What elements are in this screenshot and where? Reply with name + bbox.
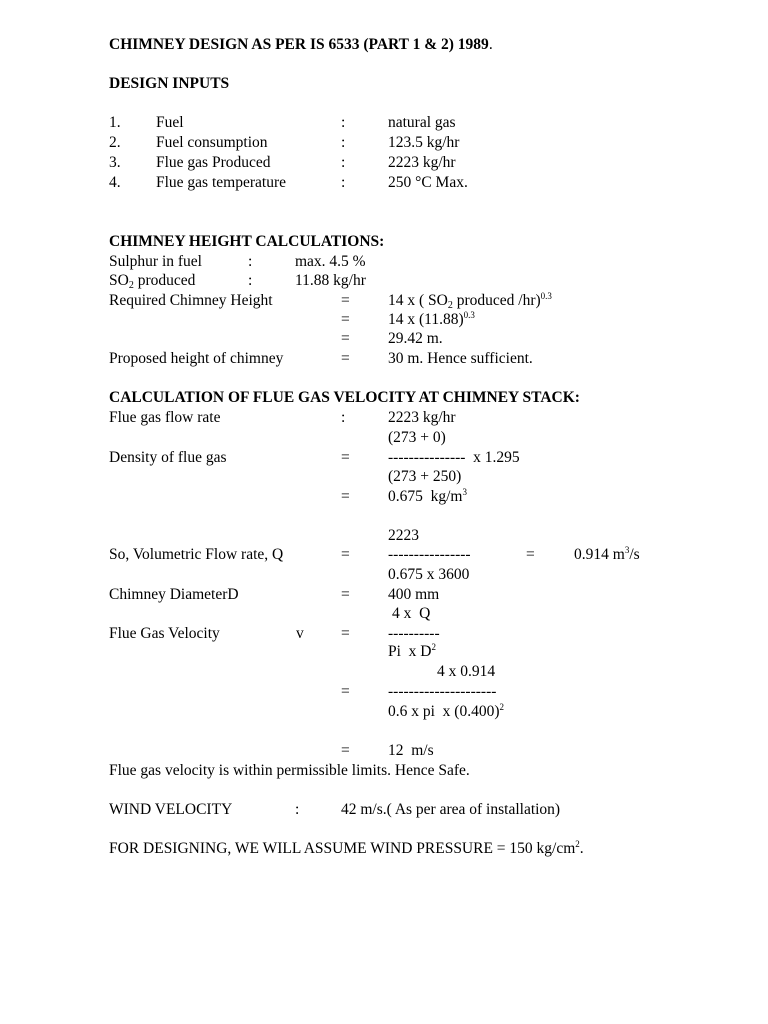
flow-rate-separator: : <box>341 409 346 426</box>
input-3-value: 2223 kg/hr <box>388 154 456 171</box>
volumetric-result-text: 0.914 m <box>574 546 625 563</box>
height-calc-heading: CHIMNEY HEIGHT CALCULATIONS: <box>109 233 385 250</box>
velocity2-denominator-exponent: 2 <box>499 702 505 712</box>
volumetric-result-unit: /s <box>629 546 640 563</box>
sulphur-separator: : <box>248 253 253 270</box>
volumetric-label: So, Volumetric Flow rate, Q <box>109 546 284 563</box>
wind-velocity-separator: : <box>295 801 300 818</box>
proposed-height-label: Proposed height of chimney <box>109 350 284 367</box>
volumetric-denominator: 0.675 x 3600 <box>388 566 470 583</box>
required-height-equals: = <box>341 292 350 309</box>
height-result: 29.42 m. <box>388 330 443 347</box>
velocity-calc-heading: CALCULATION OF FLUE GAS VELOCITY AT CHIMNEY STACK: <box>109 389 580 406</box>
title-period: . <box>488 36 493 53</box>
substitution-exponent: 0.3 <box>463 310 475 320</box>
substitution-equals: = <box>341 311 350 328</box>
volumetric-equals: = <box>341 546 350 563</box>
sulphur-value: max. 4.5 % <box>295 253 366 270</box>
input-3-label: Flue gas Produced <box>156 154 271 171</box>
velocity-label: Flue Gas Velocity <box>109 625 220 642</box>
so2-label-text: SO <box>109 272 129 289</box>
volumetric-result <box>574 545 640 566</box>
wind-pressure-period: . <box>579 840 584 857</box>
velocity-result-equals: = <box>341 742 350 759</box>
required-height-label: Required Chimney Height <box>109 292 273 309</box>
velocity2-denominator <box>388 702 504 723</box>
so2-label <box>109 271 195 293</box>
document-title <box>109 35 493 55</box>
substitution-text: 14 x (11.88) <box>388 311 464 328</box>
volumetric-result-exponent: 3 <box>624 545 630 555</box>
proposed-height-value: 30 m. Hence sufficient. <box>388 350 533 367</box>
sulphur-label: Sulphur in fuel <box>109 253 202 270</box>
wind-pressure-exponent: 2 <box>575 839 580 849</box>
input-1-separator: : <box>341 114 346 131</box>
volumetric-result-equals: = <box>526 546 535 563</box>
velocity2-equals: = <box>341 683 350 700</box>
flow-rate-value: 2223 kg/hr <box>388 409 456 426</box>
density-result-exponent: 3 <box>462 487 467 497</box>
wind-velocity-value: 42 m/s.( As per area of installation) <box>341 801 561 818</box>
density-result-text: 0.675 kg/m <box>388 488 463 505</box>
density-numerator: (273 + 0) <box>388 429 446 446</box>
velocity-denominator <box>388 642 436 663</box>
so2-value: 11.88 kg/hr <box>295 272 366 289</box>
velocity-fraction-bar: ---------- <box>388 625 440 642</box>
input-1-value: natural gas <box>388 114 456 131</box>
input-4-value: 250 °C Max. <box>388 174 468 191</box>
wind-velocity-label: WIND VELOCITY <box>109 801 233 818</box>
input-2-label: Fuel consumption <box>156 134 268 151</box>
formula-subscript: 2 <box>447 300 453 311</box>
input-2-number: 2. <box>109 134 121 151</box>
density-label: Density of flue gas <box>109 449 227 466</box>
density-equals: = <box>341 449 350 466</box>
volumetric-fraction-bar: ---------------- <box>388 546 471 563</box>
wind-pressure-text: FOR DESIGNING, WE WILL ASSUME WIND PRESSURE = 150 kg/cm <box>109 840 576 857</box>
title-text: CHIMNEY DESIGN AS PER IS 6533 (PART 1 & 2) 1989 <box>109 36 489 53</box>
volumetric-numerator: 2223 <box>388 527 419 544</box>
formula-suffix: produced /hr) <box>452 292 541 309</box>
input-3-number: 3. <box>109 154 121 171</box>
formula-text: 14 x ( SO <box>388 292 448 309</box>
flow-rate-label: Flue gas flow rate <box>109 409 221 426</box>
design-inputs-heading: DESIGN INPUTS <box>109 75 230 92</box>
velocity-result: 12 m/s <box>388 742 434 759</box>
formula-exponent: 0.3 <box>540 291 552 301</box>
input-4-separator: : <box>341 174 346 191</box>
input-1-number: 1. <box>109 114 121 131</box>
density-result <box>388 487 467 508</box>
velocity-symbol: v <box>296 625 304 642</box>
velocity2-numerator: 4 x 0.914 <box>437 663 496 680</box>
velocity-equals: = <box>341 625 350 642</box>
substitution-formula <box>388 310 475 331</box>
diameter-equals: = <box>341 586 350 603</box>
input-3-separator: : <box>341 154 346 171</box>
diameter-label: Chimney DiameterD <box>109 586 239 603</box>
velocity-denominator-text: Pi x D <box>388 643 432 660</box>
velocity2-denominator-text: 0.6 x pi x (0.400) <box>388 703 500 720</box>
so2-separator: : <box>248 272 253 289</box>
velocity-denominator-exponent: 2 <box>431 642 436 652</box>
input-4-label: Flue gas temperature <box>156 174 286 191</box>
wind-pressure-statement <box>109 839 584 860</box>
density-result-equals: = <box>341 488 350 505</box>
diameter-value: 400 mm <box>388 586 440 603</box>
input-2-value: 123.5 kg/hr <box>388 134 460 151</box>
velocity-conclusion: Flue gas velocity is within permissible limits. Hence Safe. <box>109 762 470 779</box>
input-4-number: 4. <box>109 174 121 191</box>
velocity-numerator: 4 x Q <box>392 605 431 622</box>
input-1-label: Fuel <box>156 114 184 131</box>
proposed-height-equals: = <box>341 350 350 367</box>
so2-label-subscript: 2 <box>128 280 134 291</box>
input-2-separator: : <box>341 134 346 151</box>
height-result-equals: = <box>341 330 350 347</box>
so2-label-suffix: produced <box>133 272 196 289</box>
velocity2-fraction-bar: --------------------- <box>388 683 497 700</box>
density-denominator: (273 + 250) <box>388 468 462 485</box>
density-fraction-bar: --------------- x 1.295 <box>388 449 520 466</box>
